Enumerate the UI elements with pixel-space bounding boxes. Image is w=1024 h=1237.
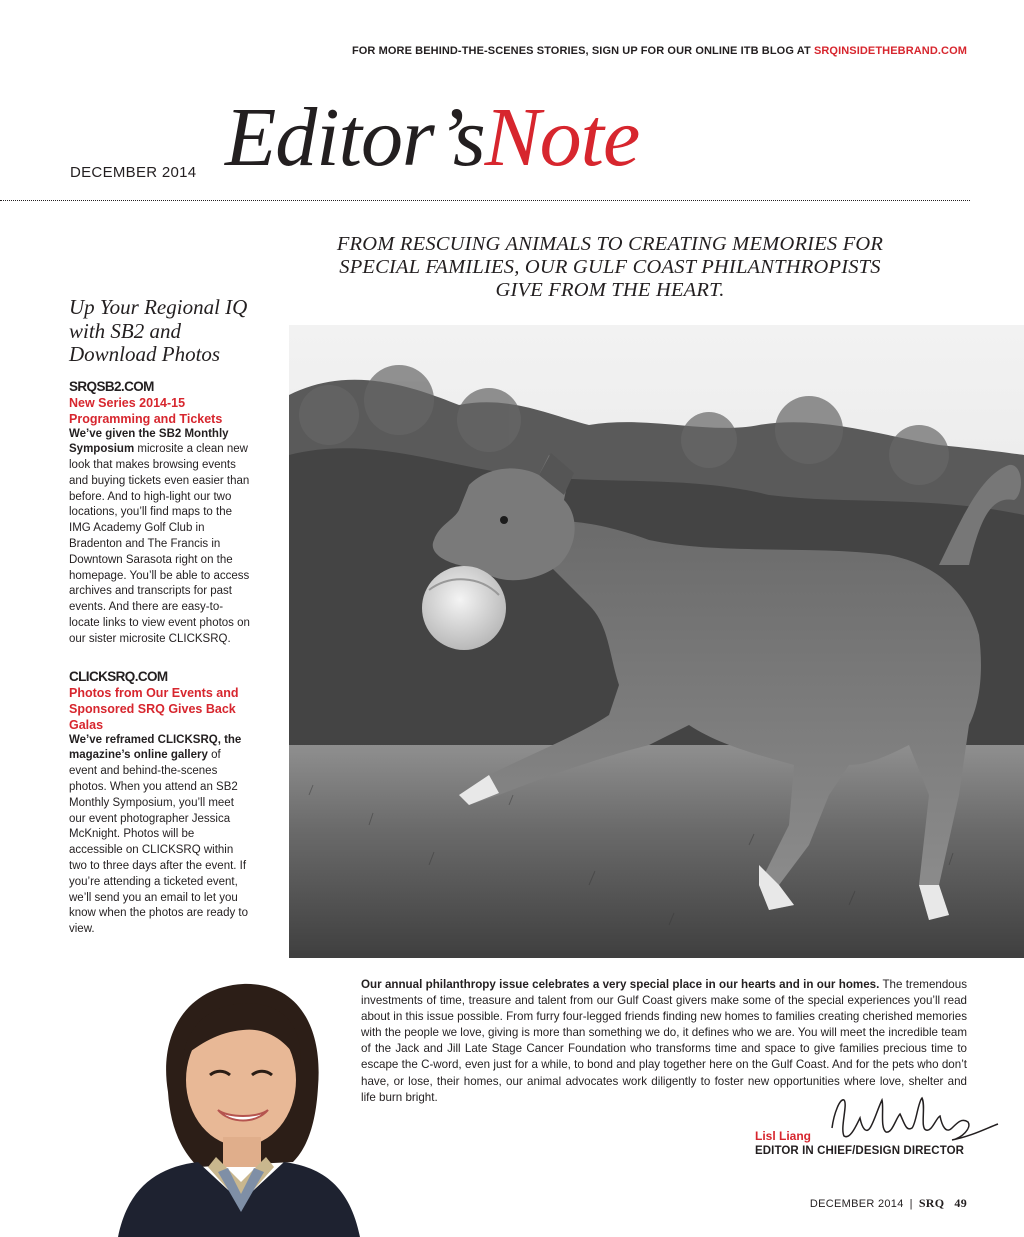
page-title — [225, 91, 640, 184]
folio-magazine: SRQ — [918, 1196, 945, 1210]
sidebar — [69, 296, 251, 938]
page-folio — [0, 1196, 967, 1211]
issue-date: DECEMBER 2014 — [70, 164, 197, 181]
editor-letter-lead: Our annual philanthropy issue celebrates a very special place in our hearts and in our homes. — [361, 978, 880, 991]
folio-page-number: 49 — [954, 1196, 967, 1210]
signoff-title: EDITOR IN CHIEF/DESIGN DIRECTOR — [755, 1145, 965, 1157]
sidebar-lead-sb2: We’ve given the SB2 Monthly Symposium — [69, 427, 229, 456]
sidebar-block-sb2 — [69, 379, 251, 648]
sidebar-subhead-sb2: New Series 2014-15 Programming and Tickets — [69, 395, 223, 426]
dog-photo — [289, 325, 1024, 958]
sidebar-subhead-clicksrq: Photos from Our Events and Sponsored SRQ Gives Back Galas — [69, 685, 239, 732]
deck-subtitle: FROM RESCUING ANIMALS TO CREATING MEMORIES FOR SPECIAL FAMILIES, OUR GULF COAST PHILANTHROPISTS GIVE FROM THE HEART. — [336, 233, 884, 301]
page-title-editors: Editor’s — [225, 91, 485, 184]
sidebar-block-clicksrq — [69, 669, 251, 938]
sidebar-body-sb2 — [69, 427, 251, 648]
sidebar-text-clicksrq: of event and behind-the-scenes photos. When you attend an SB2 Monthly Symposium, you’ll meet our event photographer Jessica McKnight. Photos will be accessible on CLICKSRQ within two to three days after the event. If you’re attending a ticketed event, we’ll send you an email to let you know when the photos are ready to view. — [69, 749, 249, 936]
blog-promo-url[interactable]: SRQINSIDETHEBRAND.COM — [813, 45, 967, 57]
sidebar-site-clicksrq[interactable]: CLICKSRQ.COM — [69, 668, 168, 684]
blog-promo-line — [0, 45, 967, 57]
page-title-note: Note — [484, 91, 640, 184]
dotted-divider — [0, 200, 970, 201]
sidebar-lead-clicksrq: We’ve reframed CLICKSRQ, the magazine’s online gallery — [69, 733, 242, 762]
editor-letter — [361, 977, 967, 1106]
editor-letter-body: The tremendous investments of time, treasure and talent from our Gulf Coast givers make some of the special experiences you’ll read about in this issue possible. From furry four-legged friends finding new homes to families creating cherished memories with the people we love, giving is more than something we do, it defines who we are. You will meet the incredible team of the Jack and Jill Late Stage Cancer Foundation who transforms time and space to give families precious time to escape the C-word, even just for a while, to bond and play together here on the Gulf Coast. And for the pets who don’t have, or lose, their homes, our animal advocates work diligently to foster new opportunities where love, shelter and life burn bright. — [361, 978, 967, 1104]
sidebar-text-sb2: microsite a clean new look that makes browsing events and buying tickets even easier than before. And to high-light our two locations, you’ll find maps to the IMG Academy Golf Club in Bradenton and The Francis in Downtown Sarasota right on the homepage. You’ll be able to access archives and transcripts for past events. And there are easy-to-locate links to view event photos on our sister microsite CLICKSRQ. — [69, 443, 250, 645]
folio-date: DECEMBER 2014 — [809, 1198, 904, 1210]
sidebar-site-sb2[interactable]: SRQSB2.COM — [69, 378, 154, 394]
editor-signature — [822, 1088, 1002, 1148]
folio-separator: | — [909, 1198, 913, 1210]
dog-photo-illustration — [289, 325, 1024, 958]
sidebar-body-clicksrq — [69, 733, 251, 938]
sidebar-heading: Up Your Regional IQ with SB2 and Download Photos — [69, 295, 248, 366]
signoff-name: Lisl Liang — [755, 1129, 812, 1143]
blog-promo-text: FOR MORE BEHIND-THE-SCENES STORIES, SIGN UP FOR OUR ONLINE ITB BLOG AT — [351, 45, 814, 57]
